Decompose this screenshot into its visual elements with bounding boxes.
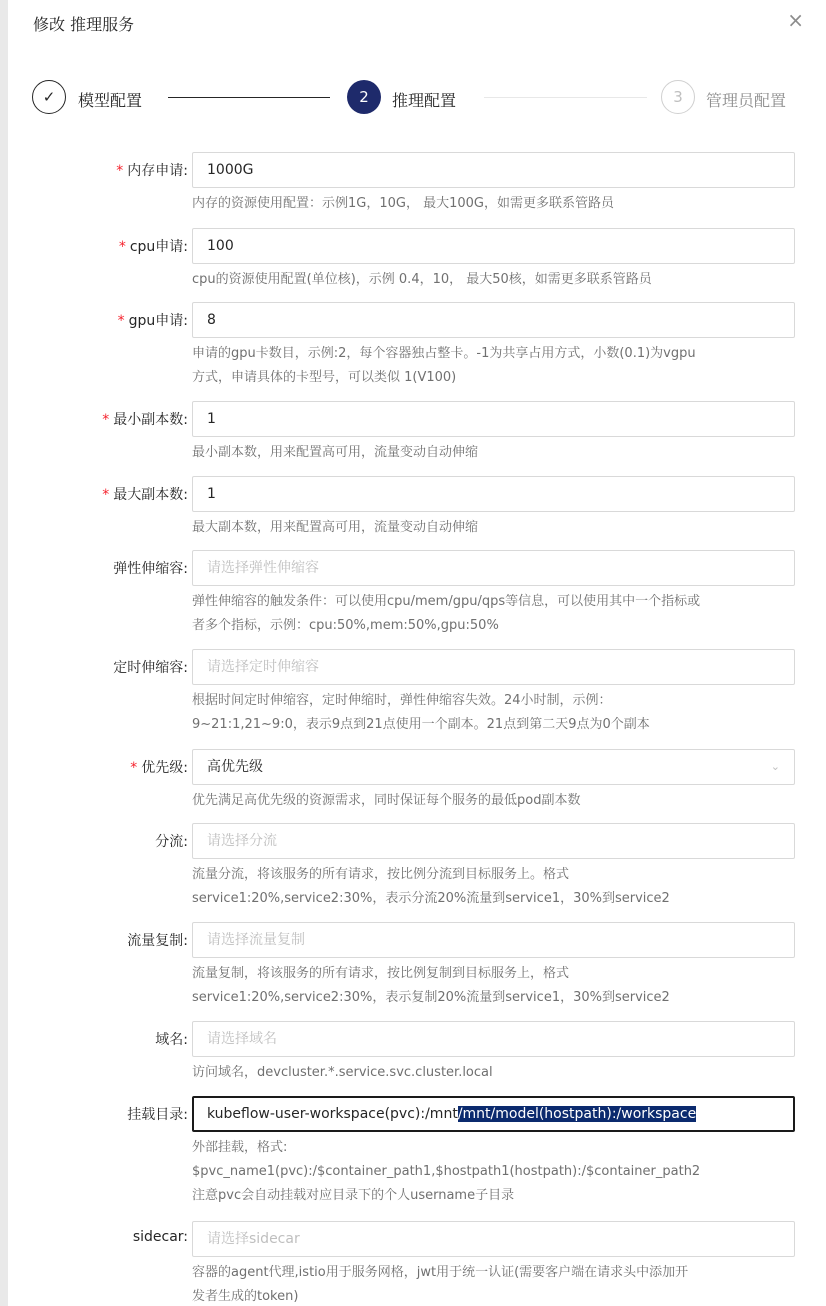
step-number-3: 3 <box>661 80 695 114</box>
volume-mount-label: 挂载目录: <box>127 1107 188 1123</box>
max-replicas-help: 最大副本数，用来配置高可用，流量变动自动伸缩 <box>192 520 479 535</box>
min-replicas-help: 最小副本数，用来配置高可用，流量变动自动伸缩 <box>192 445 479 460</box>
canary-help <box>192 863 802 911</box>
step-connector <box>168 97 330 98</box>
volume-mount-help <box>192 1136 802 1208</box>
gpu-help <box>192 342 802 390</box>
volume-mount-selected-text: /mnt/model(hostpath):/workspace <box>457 1106 697 1122</box>
sidecar-select[interactable]: 请选择sidecar <box>192 1221 795 1257</box>
close-icon[interactable]: × <box>787 8 804 32</box>
cpu-label: * cpu申请: <box>118 239 188 255</box>
sidecar-help-line: 容器的agent代理,istio用于服务网格，jwt用于统一认证(需要客户端在请求头中添加开 <box>192 1265 689 1280</box>
step-admin-config[interactable]: 管理员配置 <box>706 91 787 110</box>
cpu-help: cpu的资源使用配置(单位核)，示例 0.4，10， 最大50核，如需更多联系管路员 <box>192 272 652 287</box>
sidecar-help <box>192 1261 802 1306</box>
cron-hpa-select[interactable]: 请选择定时伸缩容 <box>192 649 795 685</box>
volume-mount-input[interactable] <box>192 1096 795 1132</box>
host-label: 域名: <box>155 1032 188 1048</box>
hpa-help-line: 者多个指标，示例：cpu:50%,mem:50%,gpu:50% <box>192 618 499 633</box>
volume-mount-text: kubeflow-user-workspace(pvc):/mnt <box>207 1106 458 1122</box>
step-connector <box>484 97 647 98</box>
host-select[interactable]: 请选择域名 <box>192 1021 795 1057</box>
host-help: 访问域名，devcluster.*.service.svc.cluster.local <box>192 1065 493 1080</box>
steps-bar <box>8 76 826 120</box>
volume-mount-help-line: $pvc_name1(pvc):/$container_path1,$hostpath1(hostpath):/$container_path2 <box>192 1164 701 1179</box>
priority-help: 优先满足高优先级的资源需求，同时保证每个服务的最低pod副本数 <box>192 793 581 808</box>
canary-help-line: 流量分流，将该服务的所有请求，按比例分流到目标服务上。格式 <box>192 867 570 882</box>
volume-mount-help-line: 外部挂载，格式: <box>192 1140 288 1155</box>
gpu-label: * gpu申请: <box>117 313 188 329</box>
sidecar-help-line: 发者生成的token) <box>192 1289 299 1304</box>
cron-hpa-help <box>192 689 802 737</box>
cron-hpa-help-line: 9~21:1,21~9:0，表示9点到21点使用一个副本。21点到第二天9点为0个副本 <box>192 717 650 732</box>
max-replicas-label: * 最大副本数: <box>102 487 188 503</box>
memory-input[interactable]: 1000G <box>192 152 795 188</box>
priority-value: 高优先级 <box>207 759 263 775</box>
min-replicas-label: * 最小副本数: <box>102 412 188 428</box>
chevron-down-icon: ⌄ <box>770 760 780 773</box>
gpu-input[interactable]: 8 <box>192 302 795 338</box>
modal-title: 修改 推理服务 <box>33 15 135 34</box>
min-replicas-input[interactable]: 1 <box>192 401 795 437</box>
canary-select[interactable]: 请选择分流 <box>192 823 795 859</box>
canary-label: 分流: <box>155 834 188 850</box>
hpa-select[interactable]: 请选择弹性伸缩容 <box>192 550 795 586</box>
hpa-help <box>192 590 802 638</box>
cpu-input[interactable]: 100 <box>192 228 795 264</box>
memory-label: * 内存申请: <box>116 163 188 179</box>
cron-hpa-label: 定时伸缩容: <box>113 660 188 676</box>
volume-mount-help-line: 注意pvc会自动挂载对应目录下的个人username子目录 <box>192 1188 515 1203</box>
shadow-help-line: service1:20%,service2:30%，表示复制20%流量到service1，30%到service2 <box>192 990 670 1005</box>
max-replicas-input[interactable]: 1 <box>192 476 795 512</box>
memory-help: 内存的资源使用配置：示例1G，10G， 最大100G，如需更多联系管路员 <box>192 196 614 211</box>
shadow-label: 流量复制: <box>127 933 188 949</box>
gpu-help-line: 方式，申请具体的卡型号，可以类似 1(V100) <box>192 370 457 385</box>
check-icon: ✓ <box>32 80 66 114</box>
gpu-help-line: 申请的gpu卡数目，示例:2，每个容器独占整卡。-1为共享占用方式，小数(0.1)为vgpu <box>192 346 696 361</box>
step-number-2: 2 <box>347 80 381 114</box>
canary-help-line: service1:20%,service2:30%，表示分流20%流量到service1，30%到service2 <box>192 891 670 906</box>
sidecar-label: sidecar: <box>132 1229 188 1245</box>
hpa-help-line: 弹性伸缩容的触发条件：可以使用cpu/mem/gpu/qps等信息，可以使用其中一个指标或 <box>192 594 701 609</box>
step-model-config[interactable]: 模型配置 <box>78 91 143 110</box>
cron-hpa-help-line: 根据时间定时伸缩容，定时伸缩时，弹性伸缩容失效。24小时制，示例： <box>192 693 612 708</box>
edit-inference-service-modal <box>8 0 826 1306</box>
step-inference-config[interactable]: 推理配置 <box>392 91 457 110</box>
shadow-help <box>192 962 802 1010</box>
shadow-select[interactable]: 请选择流量复制 <box>192 922 795 958</box>
hpa-label: 弹性伸缩容: <box>113 561 188 577</box>
shadow-help-line: 流量复制，将该服务的所有请求，按比例复制到目标服务上，格式 <box>192 966 570 981</box>
priority-label: * 优先级: <box>130 760 188 776</box>
priority-select[interactable] <box>192 749 795 785</box>
